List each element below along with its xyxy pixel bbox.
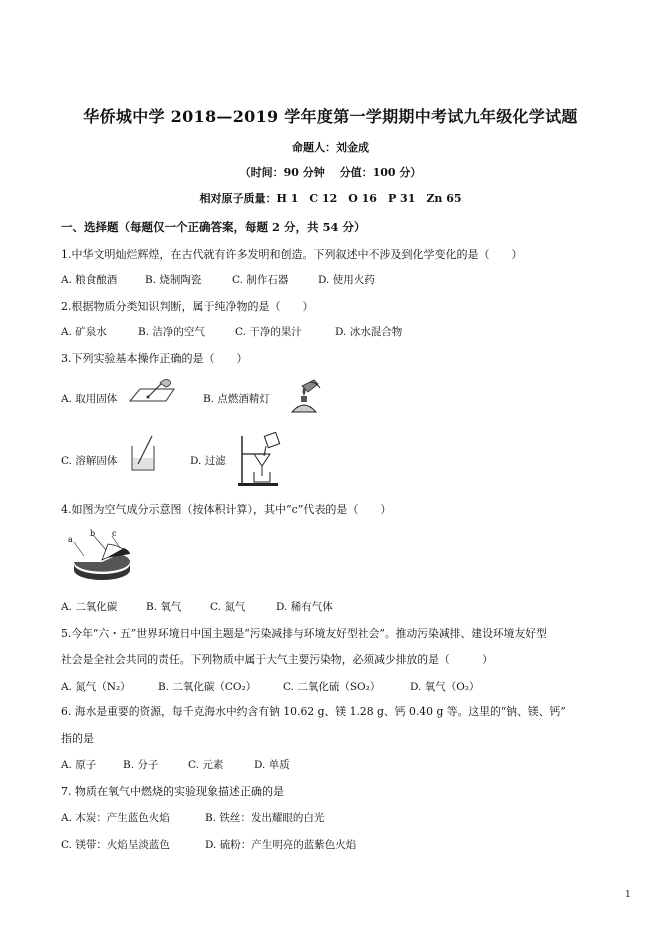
q7-option-c: C. 镁带：火焰呈淡蓝色 (61, 839, 170, 851)
time-score-line: （时间：90 分钟 分值：100 分） (239, 166, 422, 179)
q5-option-c: C. 二氧化硫（SO₂） (283, 681, 381, 693)
q2-option-b: B. 洁净的空气 (138, 326, 205, 338)
pie-label-a: a (68, 535, 73, 544)
q2-option-d: D. 冰水混合物 (335, 326, 403, 338)
q7-option-b: B. 铁丝：发出耀眼的白光 (205, 812, 325, 824)
q6-option-a: A. 原子 (61, 759, 97, 771)
q4-option-d: D. 稀有气体 (276, 601, 333, 613)
alcohol-lamp-illustration (284, 378, 324, 416)
q1-option-a: A. 粮食酿酒 (61, 274, 118, 286)
section-heading: 一、选择题（每题仅一个正确答案，每题 2 分，共 54 分） (61, 220, 366, 234)
author-line: 命题人：刘金成 (292, 141, 369, 154)
atomic-mass-line: 相对原子质量：H 1 C 12 O 16 P 31 Zn 65 (199, 192, 462, 205)
air-composition-pie-chart (62, 528, 144, 584)
q5-option-b: B. 二氧化碳（CO₂） (158, 681, 257, 693)
pie-label-c: c (112, 529, 117, 538)
q6-option-d: D. 单质 (254, 759, 290, 771)
question-7-stem: 7. 物质在氧气中燃烧的实验现象描述正确的是 (61, 785, 284, 798)
q1-option-d: D. 使用火药 (318, 274, 375, 286)
q2-option-a: A. 矿泉水 (61, 326, 107, 338)
q7-option-a: A. 木炭：产生蓝色火焰 (61, 812, 170, 824)
question-1-stem: 1.中华文明灿烂辉煌，在古代就有许多发明和创造。下列叙述中不涉及到化学变化的是（ ） (61, 248, 523, 261)
q6-option-b: B. 分子 (123, 759, 159, 771)
question-6-stem-line1: 6. 海水是重要的资源，每千克海水中约含有钠 10.62 g、镁 1.28 g、钙 0.40 g 等。这里的“钠、镁、钙” (61, 705, 566, 718)
q3-option-d: D. 过滤 (190, 455, 226, 467)
page-number: 1 (625, 890, 631, 900)
question-5-stem-line2: 社会是全社会共同的责任。下列物质中属于大气主要污染物，必须减少排放的是（ ） (61, 653, 493, 666)
q5-option-a: A. 氮气（N₂） (61, 681, 131, 693)
q4-option-a: A. 二氧化碳 (61, 601, 118, 613)
q7-option-d: D. 硫粉：产生明亮的蓝紫色火焰 (205, 839, 357, 851)
question-2-stem: 2.根据物质分类知识判断，属于纯净物的是（ ） (61, 300, 314, 313)
question-6-stem-line2: 指的是 (61, 732, 94, 745)
q3-option-b: B. 点燃酒精灯 (203, 393, 270, 405)
exam-title: 华侨城中学 2018—2019 学年度第一学期期中考试九年级化学试题 (83, 107, 578, 126)
q1-option-c: C. 制作石器 (232, 274, 289, 286)
dissolve-solid-illustration (128, 434, 160, 474)
q3-option-a: A. 取用固体 (61, 393, 118, 405)
question-3-stem: 3.下列实验基本操作正确的是（ ） (61, 352, 248, 365)
q2-option-c: C. 干净的果汁 (235, 326, 302, 338)
question-5-stem-line1: 5.今年“六・五”世界环境日中国主题是“污染减排与环境友好型社会”。推动污染减排、建设环境友好型 (61, 627, 547, 640)
q1-option-b: B. 烧制陶瓷 (145, 274, 202, 286)
q4-option-b: B. 氧气 (146, 601, 182, 613)
pie-label-b: b (90, 529, 96, 538)
q4-option-c: C. 氮气 (210, 601, 246, 613)
filtration-illustration (236, 432, 284, 488)
question-4-stem: 4.如图为空气成分示意图（按体积计算），其中“c”代表的是（ ） (61, 503, 392, 516)
q3-option-c: C. 溶解固体 (61, 455, 118, 467)
q5-option-d: D. 氧气（O₂） (410, 681, 480, 693)
take-solid-illustration (126, 377, 178, 409)
q6-option-c: C. 元素 (188, 759, 224, 771)
